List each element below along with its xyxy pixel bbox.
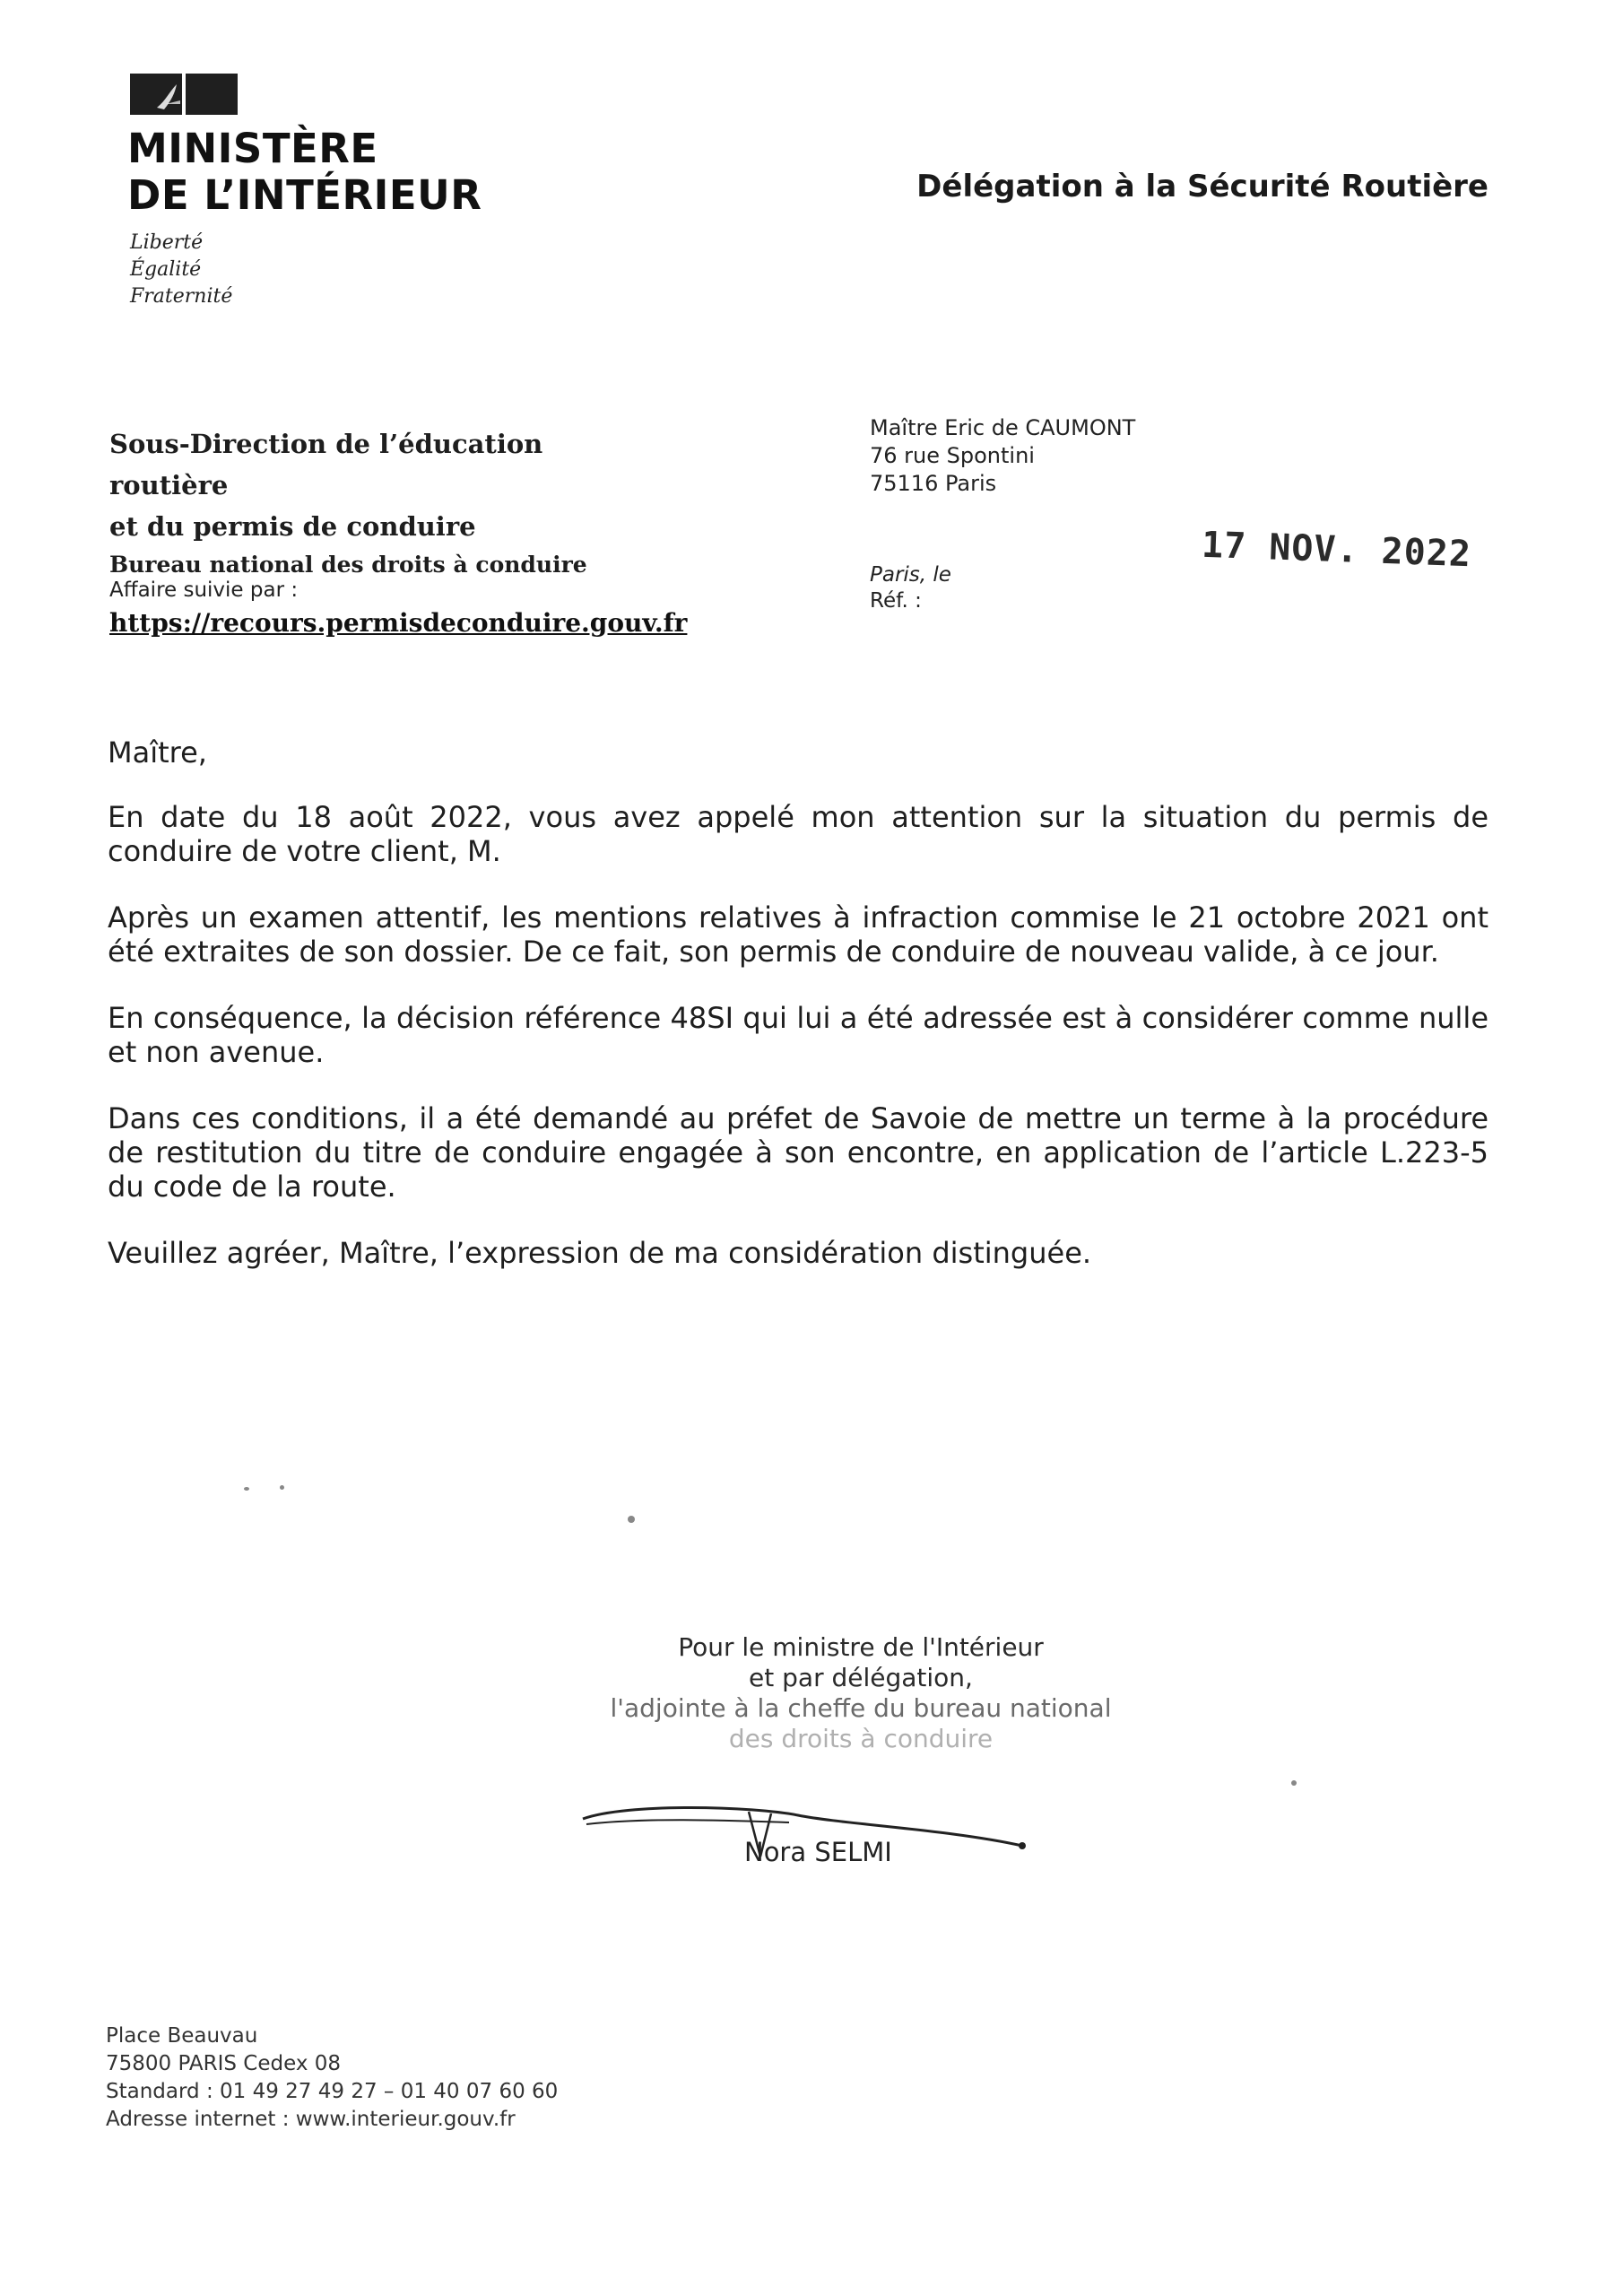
recipient-street: 76 rue Spontini xyxy=(870,443,1035,468)
recipient-name: Maître Eric de CAUMONT xyxy=(870,415,1136,440)
footer-line1: Place Beauvau xyxy=(106,2024,258,2048)
scan-speck xyxy=(1291,1780,1297,1786)
footer-phone: Standard : 01 49 27 49 27 – 01 40 07 60 60 xyxy=(106,2080,559,2103)
scan-speck xyxy=(628,1516,635,1523)
followed-by-label: Affaire suivie par : xyxy=(109,578,299,602)
body-paragraph: Après un examen attentif, les mentions relatives à infraction commise le 21 octobre 2021 ont été extraites de son dossier. De ce fait, son permis de conduire de nouveau valide, à ce jour. xyxy=(108,900,1488,969)
salutation: Maître, xyxy=(108,735,207,770)
ministry-name-line1: MINISTÈRE xyxy=(127,125,378,172)
recipient-city: 75116 Paris xyxy=(870,471,997,496)
marianne-logo-icon xyxy=(130,74,238,115)
date-stamp: 17 NOV. 2022 xyxy=(1201,524,1472,576)
motto-liberte: Liberté xyxy=(130,231,204,254)
reference-label: Réf. : xyxy=(870,589,922,613)
footer-line2: 75800 PARIS Cedex 08 xyxy=(106,2052,342,2075)
body-paragraph: En date du 18 août 2022, vous avez appelé mon attention sur la situation du permis de conduire de votre client, M. xyxy=(108,800,1488,868)
signatory-name: Nora SELMI xyxy=(744,1837,892,1867)
footer-website: Adresse internet : www.interieur.gouv.fr xyxy=(106,2108,516,2131)
footer-address xyxy=(106,2022,558,2134)
signature-line4: des droits à conduire xyxy=(728,1724,994,1753)
ministry-name-line2: DE L’INTÉRIEUR xyxy=(127,171,482,219)
body-paragraph: En conséquence, la décision référence 48SI qui lui a été adressée est à considérer comme nulle et non avenue. xyxy=(108,1001,1488,1069)
delegation-title: Délégation à la Sécurité Routière xyxy=(916,169,1488,204)
body-paragraph: Dans ces conditions, il a été demandé au préfet de Savoie de mettre un terme à la procédure de restitution du titre de conduire engagée à son encontre, en application de l’article L.223-5 du code de la route. xyxy=(108,1101,1488,1204)
place-date-label: Paris, le xyxy=(870,563,951,587)
motto-egalite: Égalité xyxy=(130,258,202,281)
sender-block xyxy=(109,423,665,583)
republic-motto xyxy=(130,230,232,310)
recipient-address xyxy=(870,414,1135,498)
sender-subdirection-cont: et du permis de conduire xyxy=(109,511,476,542)
signature-line1: Pour le ministre de l'Intérieur xyxy=(678,1632,1044,1662)
signature-line2: et par délégation, xyxy=(749,1663,973,1692)
sender-bureau: Bureau national des droits à conduire xyxy=(109,552,587,578)
closing-formula: Veuillez agréer, Maître, l’expression de ma considération distinguée. xyxy=(108,1236,1092,1270)
scan-speck xyxy=(244,1487,249,1491)
sender-subdirection: Sous-Direction de l’éducation routière xyxy=(109,429,543,500)
motto-fraternite: Fraternité xyxy=(130,285,233,308)
ministry-name xyxy=(127,126,482,219)
signature-line3: l'adjointe à la cheffe du bureau national xyxy=(610,1693,1112,1723)
recours-link[interactable]: https://recours.permisdeconduire.gouv.fr xyxy=(109,608,688,638)
letter-body xyxy=(108,735,1488,1302)
scan-speck xyxy=(280,1485,284,1490)
signature-stamp xyxy=(520,1632,1202,1754)
